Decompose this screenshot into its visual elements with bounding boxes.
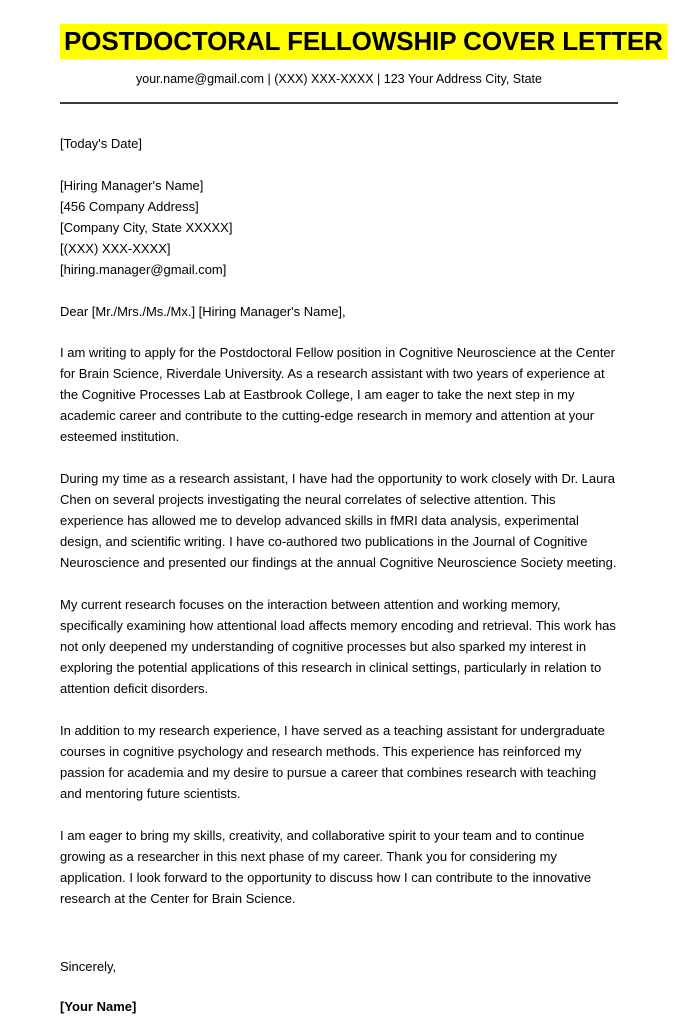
recipient-city-state-zip: [Company City, State XXXXX] [60, 220, 233, 235]
recipient-address-block [60, 175, 618, 280]
closing-salutation: Sincerely, [60, 959, 117, 974]
recipient-street: [456 Company Address] [60, 199, 199, 214]
closing-block [60, 930, 618, 1017]
letter-date: [Today's Date] [60, 136, 142, 151]
body-paragraph: During my time as a research assistant, I have had the opportunity to work closely with Dr. Laura Chen on several projects investigating the neural correlates of selective attention. This experience has allowed me to develop advanced skills in fMRI data analysis, experimental design, and scientific writing. I have co-authored two publications in the Journal of Cognitive Neuroscience and presented our findings at the annual Cognitive Neuroscience Society meeting. [60, 471, 617, 570]
recipient-phone: [(XXX) XXX-XXXX] [60, 241, 171, 256]
body-paragraph: In addition to my research experience, I have served as a teaching assistant for undergraduate courses in cognitive psychology and research methods. This experience has reinforced my passion for academia and my desire to pursue a career that combines research with teaching and mentoring future scientists. [60, 723, 605, 801]
applicant-contact-line: your.name@gmail.com | (XXX) XXX-XXXX | 123 Your Address City, State [136, 72, 542, 86]
signature-name: [Your Name] [60, 999, 137, 1014]
salutation: Dear [Mr./Mrs./Ms./Mx.] [Hiring Manager's Name], [60, 304, 346, 319]
letter-header [60, 0, 663, 104]
recipient-email: [hiring.manager@gmail.com] [60, 262, 227, 277]
page-title-highlight: POSTDOCTORAL FELLOWSHIP COVER LETTER [60, 24, 667, 59]
header-divider [60, 102, 618, 104]
body-paragraph: I am writing to apply for the Postdoctoral Fellow position in Cognitive Neuroscience at the Center for Brain Science, Riverdale University. As a research assistant with two years of experience at the Cognitive Processes Lab at Eastbrook College, I am eager to take the next step in my academic career and contribute to the cutting-edge research in memory and attention at your esteemed institution. [60, 345, 615, 444]
body-paragraph: My current research focuses on the interaction between attention and working memory, specifically examining how attentional load affects memory encoding and retrieval. This work has not only deepened my understanding of cognitive processes but also sparked my interest in exploring the potential applications of this research in clinical settings, particularly in relation to attention deficit disorders. [60, 597, 616, 696]
recipient-name: [Hiring Manager's Name] [60, 178, 204, 193]
body-paragraph: I am eager to bring my skills, creativity, and collaborative spirit to your team and to continue growing as a researcher in this next phase of my career. Thank you for considering my application. I look forward to the opportunity to discuss how I can contribute to the innovative research at the Center for Brain Science. [60, 828, 592, 906]
page-title [60, 26, 663, 56]
letter-content-column [60, 0, 663, 1017]
letter-body [60, 112, 618, 1017]
